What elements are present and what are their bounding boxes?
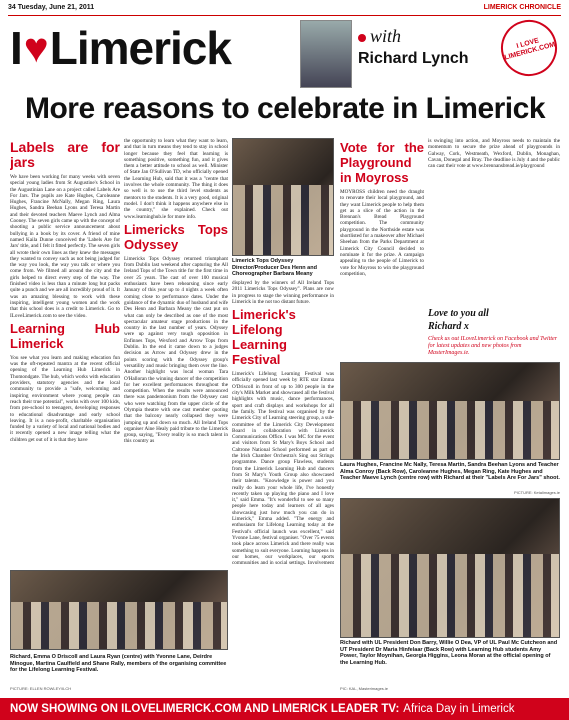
labels-body: We have been working for many weeks with seven special young ladies from St Augustine's School in the Augustinian Lane on a project called Labels Are For Jars. The pupils are Kate Hughes, Caroleanne Hughes, Francine McNally, Megan Ring, Laura Hughes, Sandra Beehan Lyons and Teresa Martin and their devoted teachers Maeve Lynch and Alma Cooney. The seven girls came up with the concept of shooting a public service announcement about bullying in a book by its cover. A friend of mine named Kaila Dunne conceived the 'Labels Are for Jars' title, and I felt it fitted perfectly. The seven girls all wrote their own lines as they knew the messages they wanted to convey such as not being judged for the way you look, the way you talk or where you come from. We filmed all around the city and the girls helped to direct every step of the way. The finished video is less than a minute long but packs quite a punch and we are all incredibly proud of it. It was an amazing blessing to work with these inspiring, intelligent young women and the work that this school does is a credit to Limerick. Go to ILoveLimerick.com to see the video.: [10, 174, 120, 319]
hub-photo-credit: PIC: KAL, Masterimages.ie: [340, 686, 389, 691]
moyross-heading: Vote for the Playground in Moyross: [340, 140, 424, 185]
ilovelimerick-badge: I LOVE LIMERICK.COM: [495, 14, 564, 83]
logo-prefix: I: [10, 22, 22, 74]
lifelong-photo-credit: PICTURE: ELLEN ROWLEY/ILCH: [10, 686, 72, 691]
page-headline: More reasons to celebrate in Limerick: [24, 92, 546, 125]
lifelong-photo-caption: Richard, Emma O Driscoll and Laura Ryan (centre) with Yvonne Lane, Deirdre Minogue, Martina Caulfield and Shane Rally, members of the organising committee for the Lifelong Learning Festival.: [10, 654, 227, 673]
labels-heading: Labels are for jars: [10, 139, 120, 170]
photo-subjects: [11, 602, 227, 649]
page-date: 34 Tuesday, June 21, 2011: [8, 4, 95, 11]
lifelong-photo: [10, 570, 228, 650]
with-label: with: [358, 26, 401, 47]
author-photo: [300, 20, 352, 88]
photo-subjects: [341, 554, 559, 637]
column-4: [340, 138, 424, 308]
page-header-bar: [8, 4, 561, 16]
labels-photo-credit: PICTURE: Ketalimages.ie: [513, 490, 560, 495]
signoff-line-1: Love to you all: [428, 308, 489, 319]
photo-subjects: [233, 185, 333, 255]
labels-photo-caption: Laura Hughes, Francine Mc Nally, Teresa Martin, Sandra Beehan Lyons and Teacher Alma Conroy (Back Row), Caroleanne Hughes, Megan Ring, Kate Hughes and Teacher Maeve Lynch (centre row) with Richard at their "Labels Are For Jars" shoot.: [340, 462, 560, 481]
lifelong-heading: Limerick's Lifelong Learning Festival: [232, 307, 296, 368]
signoff-line-3: Check us out ILoveLimerick on Facebook and Twitter for latest updates and new photos from MasterImages.ie.: [428, 336, 558, 356]
odyssey-photo-caption: Limerick Tops Odyssey Director/Producer Des Henn and Choreographer Barbara Meany: [232, 258, 317, 277]
signoff-block: [428, 308, 560, 357]
photo-subjects: [341, 401, 559, 459]
logo-word: Limerick: [49, 22, 231, 74]
labels-photo: [340, 362, 560, 460]
column-2: [124, 138, 228, 566]
author-name: Richard Lynch: [358, 50, 469, 67]
lifelong-body: Limerick's Lifelong Learning Festival was officially opened last week by RTE star Emma O'Driscoll in front of up to 300 people in the city's Milk Market and showcased all the festival highlights with music, dance performances, sport and craft displays and workshops for all the family. The festival was organised by the Limerick City of Learning steering group, a sub-committee of the Limerick City Development Board in collaboration with Limerick Communications Office. I was MC for the event and visitors from St Mary's Boys School and Caltrone National School performed as part of the Irish Chamber Orchestra's Sing out Strings programme. Dance group Flawless, students from the Limerick Learning Hub and dancers from St Mary's Youth Group also showcased their talents. "Knowledge is power and you really do learn your whole life, I've honestly recently taken up playing the piano and I love it," said Emma. "It's wonderful to see so many people here today and learners of all ages showcasing just how much you can do in Limerick," Emma added. "The energy and enthusiasm for Lifelong Learning today at the Festival's official launch was excellent," said Yvonne Lane, festival organiser. "Over 75 events took place across Limerick and there really was something to suit everyone. Learning happens in our homes, our workplaces, our sports communities and in social settings. Involvement: [232, 371, 334, 566]
footer-banner: [0, 698, 569, 720]
moyross-body: MOYROSS children need the draught to renovate their local playground, and they want Limerick people to help them get as a slice of the action in the Brennan's Bread Playground competition. The community playground in the Northside estate was shortlisted for a makeover after Michael Sheehan from the Parks Department at Limerick City Council decided to nominate it for the prize. A campaign appealing to the people of Limerick to vote for Moyross to win the playground competition,: [340, 189, 424, 277]
odyssey-body-cont: displayed by the winners of All Ireland Tops 2011 Limericks Tops Odyssey". Plans are now in progress to stage the winning performance in Limerick in the not too distant future.: [232, 280, 334, 305]
publication-name: LIMERICK CHRONICLE: [483, 4, 561, 11]
hub-photo: [340, 498, 560, 638]
heart-icon: ♥: [23, 24, 48, 71]
odyssey-photo: [232, 138, 334, 256]
column-3: [232, 280, 334, 566]
learning-hub-body: You see what you learn and making education fun was the oft-repeated mantra at the recent official opening of the Learning Hub Limerick in Thomondgate. The hub, which works with education providers, statutory agencies and the local community to provide a "safe, welcoming and inspiring environment where young people can reach their true potential", works with over 100 kids, from pre-school to teenagers, developing responses to educational disadvantage and early school leaving. It is a non-profit, charitable organisation funded by a variety of local and national bodies and it recently opened a new image telling what the children get out of it is that they have: [10, 354, 120, 443]
learning-hub-heading: Learning Hub Limerick: [10, 320, 120, 351]
odyssey-heading: Limericks Tops Odyssey: [124, 221, 228, 252]
signoff-line-2: Richard x: [428, 321, 469, 332]
column-5: [428, 138, 560, 306]
odyssey-body: Limericks Tops Odyssey returned triumphant from Dublin last weekend after capturing the All Ireland Tops of the Town title for the first time in over 25 years. The cast of over 100 musical enthusiasts have been rehearsing since early January of this year up to 4 nights a week often coming close to performance dates. Under the guidance of the dynamic duo of husband and wife Des Henn and Barbara Meany the cast put on what can only be described as one of the most spectacular amateur stage productions in the country in the last number of years. Odyssey were up against very tough opposition in Enfinnes Tops, Wexford and Arrow Tops from Dublin. In the end it came down to a judges decision as Arrow and Odyssey drew in the points scoring with the Odyssey group's versatility and music bringing them over the line. Another highlight was local woman Tara O'Halloran the winning dancer of the competition for her excellent performances throughout the competition. When the results were announced there was pandemonium from the Odyssey cast who were watching from the upper circle of the Olympia theatre with one cast member quoting that the balcony nearly collapsed they were jumping up and down so much. All Ireland Tops organiser Aine Healy paid tribute to the Limerick group, saying, "Every reality is so much talent in this country as: [124, 255, 228, 445]
column-1: [10, 138, 120, 566]
footer-banner-text: NOW SHOWING ON ILOVELIMERICK.COM AND LIMERICK LEADER TV:: [10, 703, 400, 715]
footer-banner-tail: Africa Day in Limerick: [403, 703, 515, 715]
moyross-body-cont: is swinging into action, and Moyross needs to maintain the momentum to secure the prize ahead of playgrounds in Galway, Cork, Westmeath, Wexford, Dublin, Monaghan, Cavan, Donegal and Bray. The deadline is July 4 and the public can cast their vote at www.brennansbread.ie/playground: [428, 138, 560, 170]
learning-hub-body-cont: the opportunity to learn what they want to learn, and that in turn means they tend to stay in school longer because they feel that learning is something positive, something fun, and it gives them a better attitude to school as well. Minister of State Jan O'Sullivan TD, who officially opened the Learning Hub, said that it was a "centre that involves the whole community. The thing it does so well is to use the third level students as mentors to the students. It is a very good, original model. I don't think it happens anywhere else in the country," she explained. Check out www.learninghub.ie for more info.: [124, 138, 228, 220]
author-byline: [300, 20, 470, 90]
hub-photo-caption: Richard with UL President Don Barry, Willie O Dea, VP of UL Paul Mc Cutcheon and UT President Dr Maria Hinfelaar (Back Row) with Learning Hub students Amy Power, Taylor Moynihan, Georgia Higgins, Leona Moran at the official opening of the Learning Hub.: [340, 640, 558, 666]
